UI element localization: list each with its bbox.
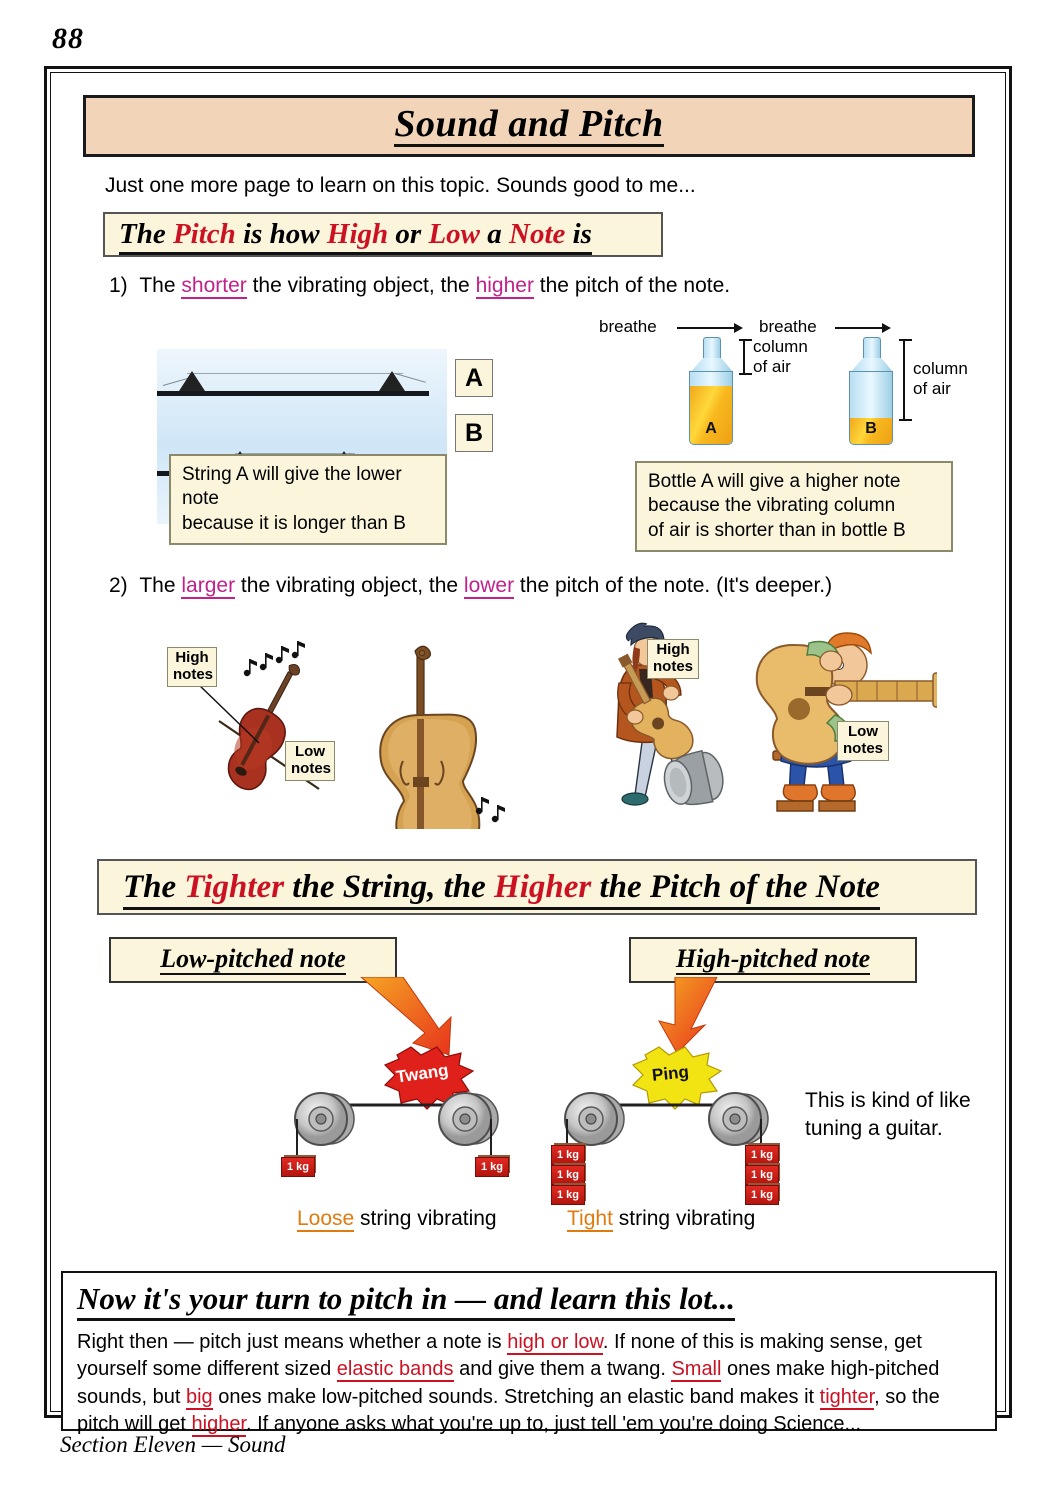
breathe-arrow-left-head <box>734 323 743 333</box>
bottle-b <box>847 337 895 447</box>
summary-keyword: elastic bands <box>336 1358 454 1381</box>
bottle-a-label: A <box>705 420 717 437</box>
weight-tight-right-3: 1 kg <box>745 1185 779 1205</box>
heading-tighter-box <box>97 859 977 915</box>
summary-title: Now it's your turn to pitch in — and learn this lot... <box>77 1281 735 1321</box>
weight-loose-right-1: 1 kg <box>475 1157 509 1177</box>
bottle-b-shoulder <box>851 358 893 372</box>
bottle-a-shoulder <box>691 358 733 372</box>
pulley-left <box>565 1093 624 1145</box>
weight-tight-left-1: 1 kg <box>551 1145 585 1165</box>
breathe-label-right: breathe <box>759 317 817 336</box>
point-1-keyword-shorter: shorter <box>181 274 247 297</box>
music-notes-low <box>476 797 507 829</box>
pulley-left <box>295 1093 354 1145</box>
summary-keyword: big <box>185 1385 213 1408</box>
point-2: 2) The larger the vibrating object, the lower the pitch of the note. (It's deeper.) <box>109 574 833 597</box>
tight-string-rig <box>553 977 823 1177</box>
point-1: 1) The shorter the vibrating object, the higher the pitch of the note. <box>109 274 731 297</box>
string-a-bridge-right <box>379 371 405 391</box>
weight-tight-left-2: 1 kg <box>551 1165 585 1185</box>
bottle-a-air-column-measure <box>743 339 745 375</box>
bottle-b-neck <box>863 337 881 360</box>
loose-string-rig <box>283 977 553 1177</box>
bottle-b-body <box>849 371 893 445</box>
intro-text: Just one more page to learn on this topic. Sounds good to me... <box>105 174 696 197</box>
tight-string-caption: Tight string vibrating <box>567 1207 756 1230</box>
breathe-label-left: breathe <box>599 317 657 336</box>
heading-pitch-text: The Pitch is how High or Low a Note is <box>119 220 592 249</box>
twang-label: Twang <box>394 1060 450 1087</box>
summary-keyword: higher <box>191 1413 246 1436</box>
big-guitar-low-notes-label: Low notes <box>837 721 889 761</box>
weight-tight-right-2: 1 kg <box>745 1165 779 1185</box>
small-guitar-high-notes-label: High notes <box>647 639 699 679</box>
weight-loose-left-1: 1 kg <box>281 1157 315 1177</box>
bottle-b-air-column-measure <box>903 339 905 421</box>
low-pitched-note-box: Low-pitched note <box>109 937 397 983</box>
summary-keyword: tighter <box>819 1385 875 1408</box>
bottle-a-body <box>689 371 733 445</box>
pulley-right <box>439 1093 498 1145</box>
weight-tight-right-1: 1 kg <box>745 1145 779 1165</box>
weight-tight-left-3: 1 kg <box>551 1185 585 1205</box>
string-b-label: B <box>455 414 493 452</box>
tuning-sidenote: This is kind of like tuning a guitar. <box>805 1089 971 1141</box>
point-2-keyword-larger: larger <box>181 574 236 597</box>
summary-body: Right then — pitch just means whether a note is high or low. If none of this is making sense, get yourself some different sized elastic bands and give them a twang. Small ones make high-pitched sounds, but big ones make low-pitched sounds. Stretching an elastic band makes it tighter, so the pitch will get higher. If anyone asks what you're up to, just tell 'em you're doing Science... <box>77 1330 940 1436</box>
violin-high-notes-label: High notes <box>167 647 217 687</box>
page-title-band <box>83 95 975 157</box>
bottle-experiment-fact: Bottle A will give a higher note because the vibrating column of air is shorter than in bottle B <box>635 461 953 552</box>
page-frame <box>44 66 1012 1436</box>
string-a-bridge-left <box>179 371 205 391</box>
guitar-players-illustration <box>577 617 937 817</box>
string-a-label: A <box>455 359 493 397</box>
point-2-keyword-lower: lower <box>463 574 515 597</box>
ping-label: Ping <box>651 1062 690 1085</box>
summary-keyword: Small <box>671 1358 722 1381</box>
high-pitched-note-box: High-pitched note <box>629 937 917 983</box>
cello <box>380 646 507 829</box>
loose-string-caption: Loose string vibrating <box>297 1207 497 1230</box>
ping-burst <box>633 1047 721 1109</box>
page-footer: Section Eleven — Sound <box>60 1432 286 1457</box>
bottle-a-air-column-label: column of air <box>753 337 808 376</box>
pulley-right <box>709 1093 768 1145</box>
string-a-line <box>157 391 429 396</box>
summary-keyword: high or low <box>507 1330 603 1353</box>
page-title: Sound and Pitch <box>394 103 664 145</box>
string-experiment-fact: String A will give the lower note because it is longer than B <box>169 454 447 545</box>
heading-pitch-box <box>103 212 663 257</box>
bottle-b-label: B <box>865 420 877 437</box>
point-1-keyword-higher: higher <box>475 274 534 297</box>
breathe-arrow-left-line <box>677 327 735 329</box>
point-2-number: 2) <box>109 574 128 597</box>
bottle-a <box>687 337 735 447</box>
point-1-number: 1) <box>109 274 128 297</box>
bottle-a-neck <box>703 337 721 360</box>
string-a-top-line <box>187 373 403 374</box>
page-number: 88 <box>52 22 84 55</box>
breathe-arrow-right-head <box>882 323 891 333</box>
heading-tighter-text: The Tighter the String, the Higher the Pitch of the Note <box>123 871 880 904</box>
summary-box <box>61 1271 997 1436</box>
bottle-b-air-column-label: column of air <box>913 359 968 398</box>
breathe-arrow-right-line <box>835 327 883 329</box>
cello-low-notes-label: Low notes <box>285 741 335 781</box>
